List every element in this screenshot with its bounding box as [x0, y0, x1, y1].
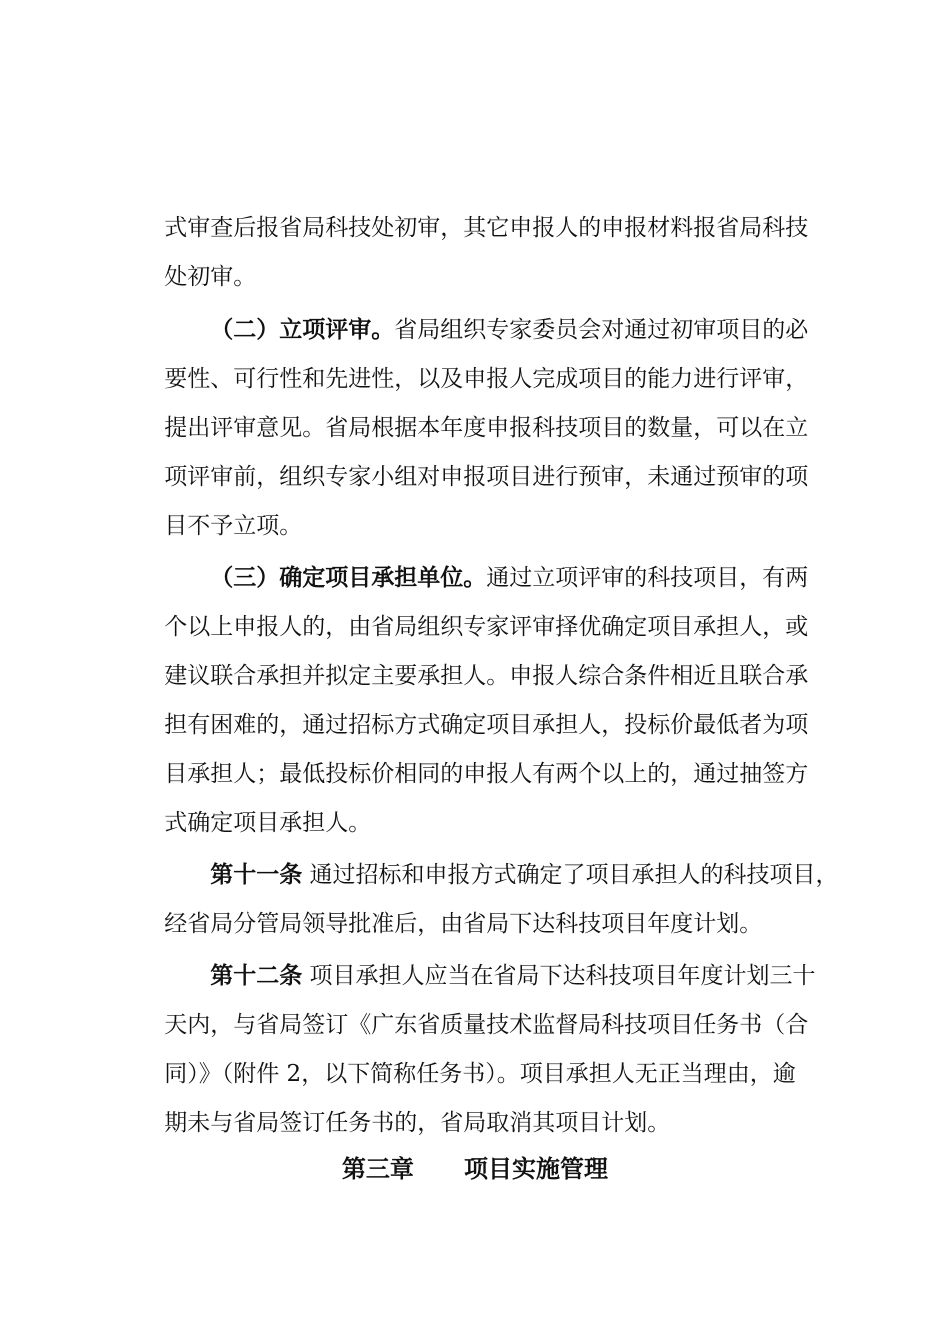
paragraph-line	[135, 980, 825, 1038]
article-number: 第十一条	[210, 862, 303, 888]
paragraph-line	[135, 631, 825, 689]
text: 项目承担人应当在省局下达科技项目年度计划三十	[302, 963, 816, 989]
paragraph-line	[135, 481, 825, 539]
paragraph-line	[135, 778, 825, 836]
paragraph-line	[135, 582, 825, 640]
text: 式确定项目承担人。	[164, 810, 372, 836]
text: 建议联合承担并拟定主要承担人。申报人综合条件相近且联合承	[164, 663, 809, 689]
text: 提出评审意见。省局根据本年度申报科技项目的数量，可以在立	[164, 415, 809, 441]
section-lead: （二）立项评审。	[210, 317, 395, 343]
paragraph-line	[135, 680, 825, 738]
paragraph-line	[135, 383, 825, 441]
text: 目不予立项。	[164, 513, 303, 539]
text: 个以上申报人的，由省局组织专家评审择优确定项目承担人，或	[164, 614, 809, 640]
text: 式审查后报省局科技处初审，其它申报人的申报材料报省局科技	[164, 215, 809, 241]
paragraph-line	[181, 931, 831, 989]
paragraph-line	[181, 830, 839, 888]
text: 同）》（附件 2，以下简称任务书）。项目承担人无正当理由，逾	[164, 1061, 796, 1087]
text: 项评审前，组织专家小组对申报项目进行预审，未通过预审的项	[164, 464, 809, 490]
text: 天内，与省局签订《广东省质量技术监督局科技项目任务书（合	[164, 1012, 809, 1038]
text: 经省局分管局领导批准后，由省局下达科技项目年度计划。	[164, 911, 763, 937]
text: 期未与省局签订任务书的，省局取消其项目计划。	[164, 1110, 671, 1136]
paragraph-line	[135, 729, 825, 787]
paragraph-line	[135, 1078, 825, 1136]
text: 处初审。	[164, 264, 257, 290]
paragraph-line	[135, 1029, 825, 1087]
article-number: 第十二条	[210, 963, 303, 989]
text: 目承担人；最低投标价相同的申报人有两个以上的，通过抽签方	[164, 761, 809, 787]
paragraph-line	[135, 183, 825, 241]
paragraph-line	[181, 285, 831, 343]
chapter-heading: 第三章 项目实施管理	[341, 1155, 609, 1183]
text: 通过招标和申报方式确定了项目承担人的科技项目，	[302, 862, 839, 888]
text: 要性、可行性和先进性，以及申报人完成项目的能力进行评审，	[164, 366, 809, 392]
paragraph-line	[135, 879, 825, 937]
text: 通过立项评审的科技项目，有两	[486, 565, 809, 591]
paragraph-line	[135, 334, 825, 392]
paragraph-line	[181, 533, 831, 591]
text: 省局组织专家委员会对通过初审项目的必	[394, 317, 809, 343]
paragraph-line	[135, 232, 825, 290]
section-lead: （三）确定项目承担单位。	[210, 565, 487, 591]
paragraph-line	[135, 432, 825, 490]
text: 担有困难的，通过招标方式确定项目承担人，投标价最低者为项	[164, 712, 809, 738]
